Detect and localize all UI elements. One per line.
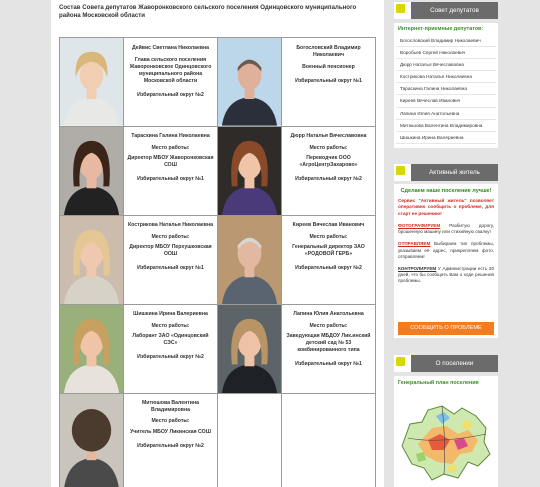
deputy-name: Дюрр Наталья Вячеславовна [290, 132, 367, 139]
deputy-district: Избирательный округ №1 [295, 361, 362, 368]
widget-about-header [394, 355, 498, 372]
internet-reception-title: Интернет-приемные депутатов: [398, 26, 484, 32]
widget-about-title: О поселении [435, 360, 474, 367]
about-box [394, 376, 498, 487]
active-step-key[interactable]: КОНТРОЛИРУЕМ [398, 265, 437, 271]
deputy-photo [60, 126, 124, 215]
deputy-name: Лапина Юлия Анатольевна [293, 310, 364, 317]
deputy-name: Богословский Владимир Николаевич [296, 45, 361, 58]
internet-reception-item[interactable]: Кострикова Наталья Николаевна [396, 71, 496, 83]
internet-reception-item[interactable]: Киреев Вячеслав Иванович [396, 95, 496, 107]
deputy-info [124, 304, 218, 393]
internet-reception-item[interactable]: Воробьев Сергей Николаевич [396, 47, 496, 59]
deputy-place-label: Место работы: [309, 144, 348, 151]
internet-reception-item[interactable]: Богословский Владимир Николаевич [396, 35, 496, 47]
deputy-name: Кострикова Наталья Николаевна [128, 221, 213, 228]
active-step-text: Выбираем тип проблемы, указываем её адрес, прикрепляем фото, отправляем! [398, 241, 494, 259]
deputy-district: Избирательный округ №2 [137, 443, 204, 450]
deputy-position: Лаборант ЗАО «Одинцовский СЭС» [132, 333, 209, 347]
deputy-photo-image [60, 38, 123, 126]
internet-reception-box [394, 23, 498, 148]
active-step [398, 266, 494, 285]
table-row [60, 304, 376, 393]
empty-cell [282, 393, 376, 487]
deputy-name: Тараскина Галина Николаевна [131, 132, 210, 139]
internet-reception-list [396, 35, 496, 144]
general-plan-link[interactable]: Генеральный план поселения [398, 380, 479, 386]
widget-active-header [394, 164, 498, 181]
deputy-info [124, 38, 218, 127]
widget-council-title: Совет депутатов [430, 7, 479, 14]
active-citizen-box [394, 184, 498, 338]
deputy-photo [218, 126, 282, 215]
empty-cell [218, 393, 282, 487]
main-content [51, 0, 384, 487]
deputy-info [124, 126, 218, 215]
page-title: Состав Совета депутатов Жаворонковского сельского поселения Одинцовского муниципального района Московской области [59, 4, 357, 20]
deputy-district: Избирательный округ №1 [137, 176, 204, 183]
deputy-district: Избирательный округ №2 [295, 265, 362, 272]
deputy-photo [60, 304, 124, 393]
deputy-photo-image [218, 127, 281, 215]
deputy-photo [218, 215, 282, 304]
report-problem-button[interactable]: СООБЩИТЬ О ПРОБЛЕМЕ [398, 322, 494, 335]
active-intro: Сервис "Активный житель" позволяет оперативно сообщить о проблеме, для старт ее решению! [398, 198, 494, 216]
active-slogan: Сделаем наше поселение лучше! [400, 188, 492, 194]
active-step-key[interactable]: ФОТОГРАФИРУЕМ [398, 222, 441, 228]
deputy-place-label: Место работы: [151, 322, 190, 329]
deputy-position: Директор МБОУ Жаворонковская СОШ [127, 155, 214, 169]
deputy-info [124, 393, 218, 487]
deputy-photo-image [60, 394, 123, 487]
deputy-photo-image [60, 127, 123, 215]
deputy-position: Генеральный директор ЗАО «РОДОВОЙ ГЕРБ» [292, 244, 365, 258]
deputy-position: Глава сельского поселения Жаворонковское Одинцовского муниципального района Московской области [129, 56, 212, 84]
active-step-text: У Администрации есть 30 дней, что бы сообщить Вам о ходе решения проблемы. [398, 265, 494, 284]
deputies-table [59, 37, 376, 487]
active-step-text: Разбитую дорогу, брошенную машину или стихийную свалку! [398, 222, 494, 235]
internet-reception-item[interactable]: Тараскина Галина Николаевна [396, 83, 496, 95]
deputy-district: Избирательный округ №2 [137, 354, 204, 361]
internet-reception-item[interactable]: Дюрр Наталья Вячеславовна [396, 59, 496, 71]
widget-square-icon [394, 355, 411, 372]
deputy-place-label: Место работы: [151, 418, 190, 425]
deputy-district: Избирательный округ №2 [295, 176, 362, 183]
deputy-position: Заведующая МБДОУ Лик.инский детский сад № 53 комбинированного типа [286, 333, 371, 354]
deputy-place-label: Место работы: [151, 233, 190, 240]
internet-reception-item[interactable]: Шишкина Ирина Валериевна [396, 132, 496, 144]
table-row [60, 393, 376, 487]
deputy-info [282, 304, 376, 393]
internet-reception-item[interactable]: Митюшова Валентина Владимировна [396, 120, 496, 132]
deputy-photo [218, 304, 282, 393]
widget-square-icon [394, 164, 411, 181]
sidebar [394, 0, 498, 487]
deputy-position: Директор МБОУ Перхушковская ООШ [129, 244, 212, 258]
deputy-name: Киреев Вячеслав Иванович [292, 221, 365, 228]
deputy-district: Избирательный округ №2 [137, 91, 204, 98]
deputy-place-label: Место работы: [309, 233, 348, 240]
deputy-info [282, 126, 376, 215]
table-row [60, 126, 376, 215]
active-step [398, 223, 494, 235]
active-step-key[interactable]: ОТПРАВЛЯЕМ [398, 241, 431, 247]
widget-square-icon [394, 2, 411, 19]
deputy-position: Учитель МБОУ Ликинская СОШ [130, 429, 211, 436]
deputy-info [124, 215, 218, 304]
deputy-photo-image [218, 38, 281, 126]
active-steps [398, 223, 494, 285]
active-step [398, 241, 494, 260]
deputy-photo-image [60, 216, 123, 304]
deputy-position: Переводчик ООО «АгроЦентрЗахарово» [299, 155, 358, 169]
deputy-info [282, 38, 376, 127]
internet-reception-item[interactable]: Лапина Юлия Анатольевна [396, 108, 496, 120]
table-row [60, 38, 376, 127]
deputy-name: Митюшова Валентина Владимировна [141, 399, 200, 413]
widget-active-title: Активный житель [429, 169, 480, 176]
deputy-name: Дейвис Светлана Николаевна [131, 45, 210, 51]
table-row [60, 215, 376, 304]
general-plan-map-image[interactable] [398, 394, 494, 487]
deputy-place-label: Место работы: [309, 322, 348, 329]
deputy-photo-image [218, 305, 281, 393]
deputy-district: Избирательный округ №1 [295, 77, 362, 84]
deputy-photo [218, 38, 282, 127]
deputy-photo [60, 393, 124, 487]
deputy-district: Избирательный округ №1 [137, 265, 204, 272]
deputy-photo [60, 215, 124, 304]
deputy-place-label: Место работы: [151, 144, 190, 151]
widget-council-header [394, 2, 498, 19]
deputy-photo-image [60, 305, 123, 393]
deputy-info [282, 215, 376, 304]
deputy-position: Военный пенсионер [302, 63, 355, 70]
deputy-photo [60, 38, 124, 127]
deputy-photo-image [218, 216, 281, 304]
deputy-name: Шишкина Ирина Валериевна [133, 310, 208, 317]
